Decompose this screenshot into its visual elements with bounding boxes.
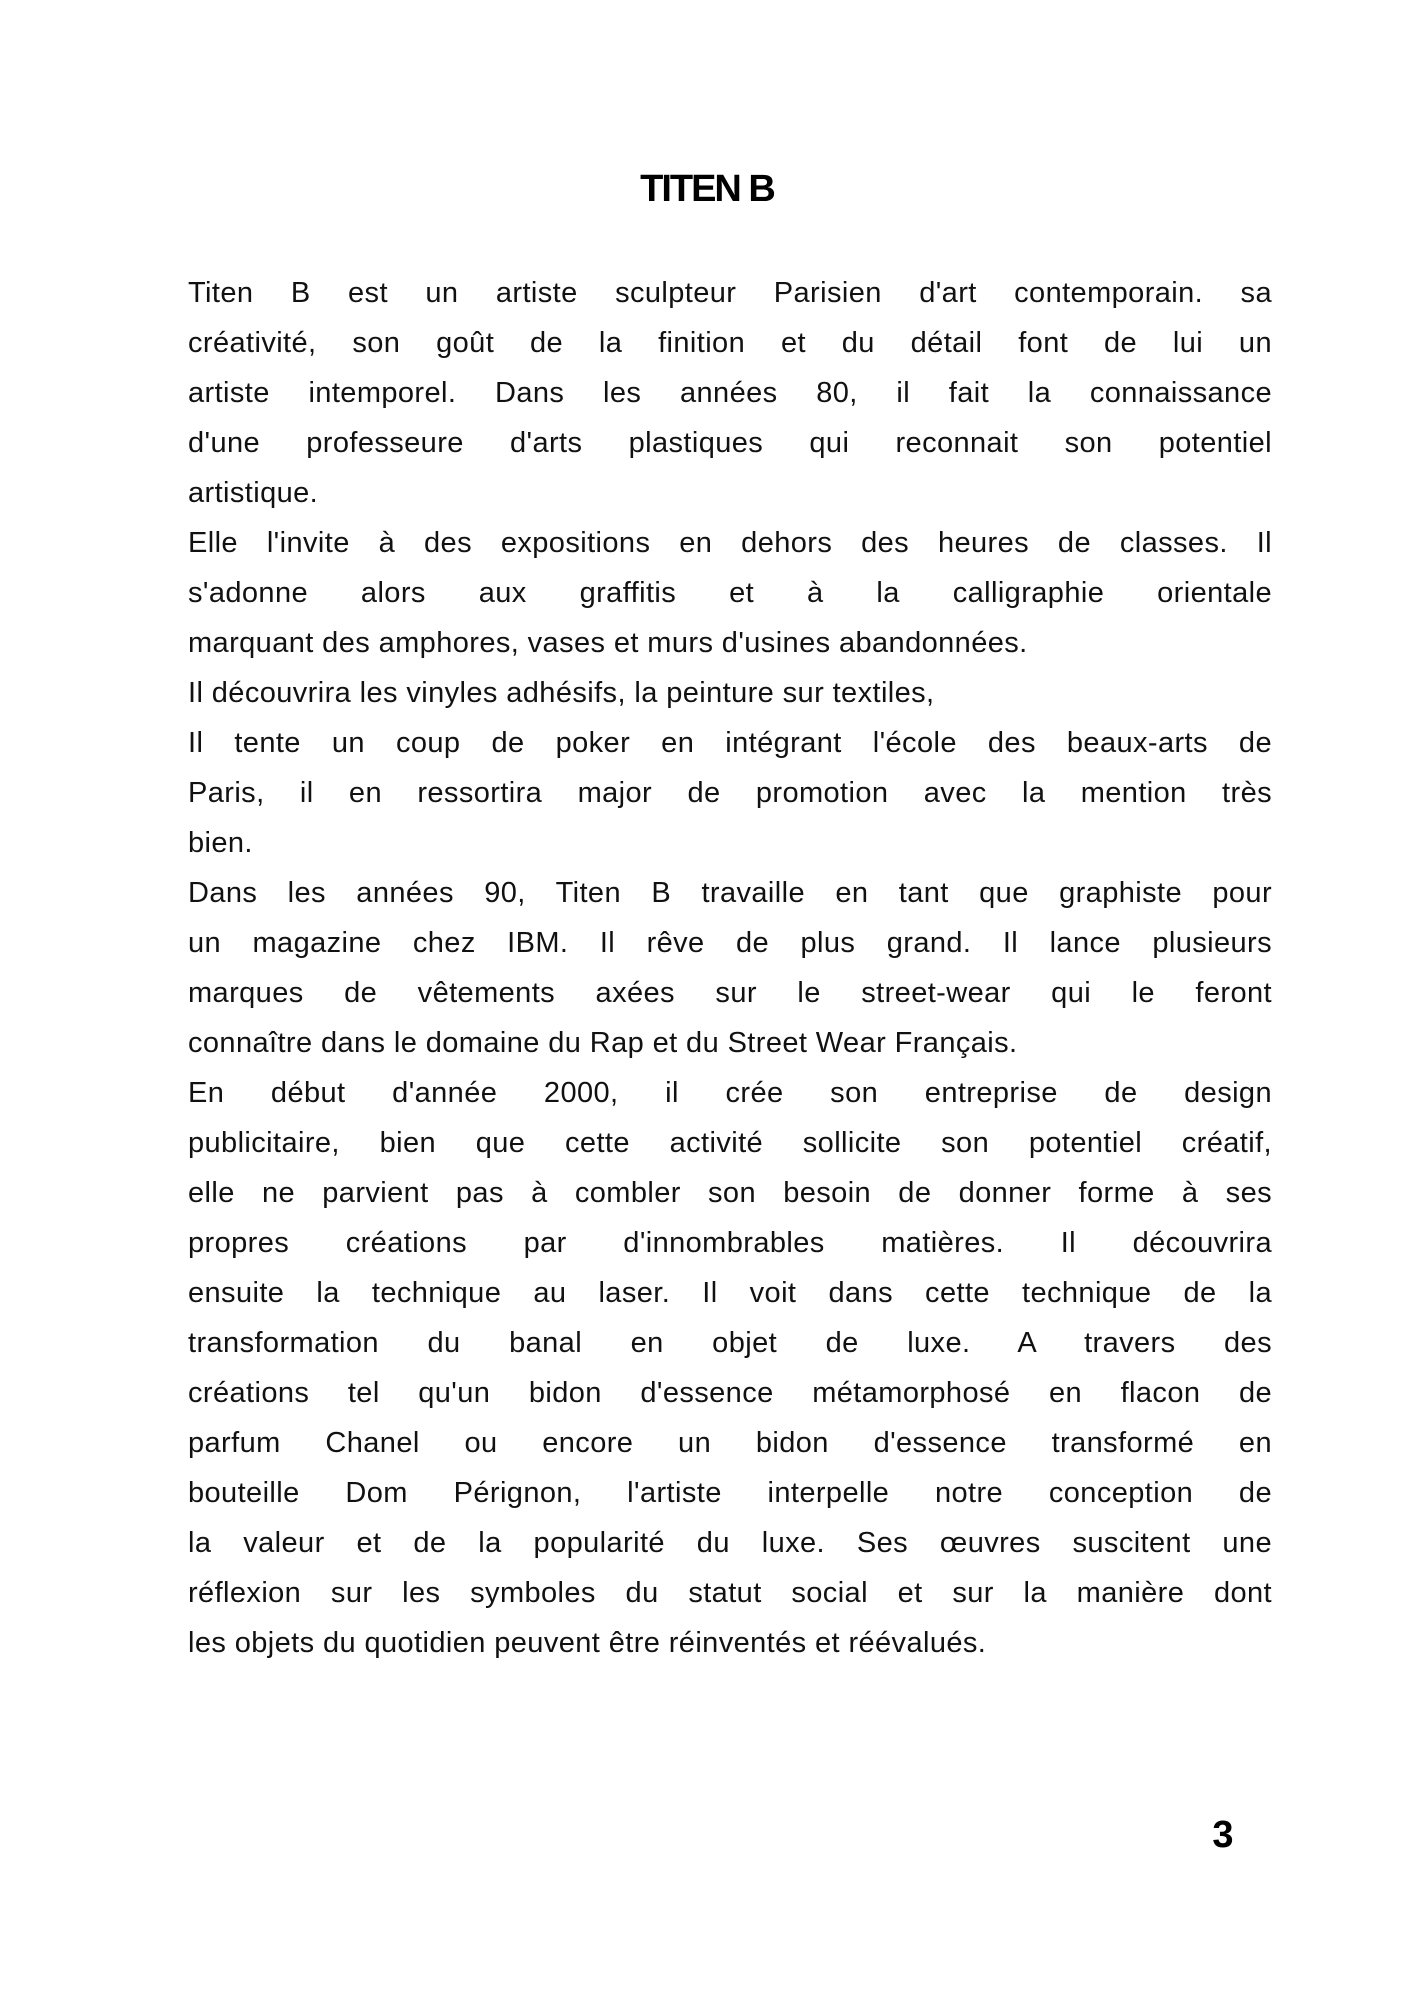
text-line: propres créations par d'innombrables matières. Il découvrira: [188, 1227, 1272, 1259]
text-line: transformation du banal en objet de luxe. A travers des: [188, 1327, 1272, 1359]
text-line: marquant des amphores, vases et murs d'usines abandonnées.: [188, 627, 1028, 659]
text-line: les objets du quotidien peuvent être réinventés et réévalués.: [188, 1627, 987, 1659]
page-number: 3: [1212, 1814, 1234, 1856]
text-line: marques de vêtements axées sur le street-wear qui le feront: [188, 977, 1272, 1009]
text-line: créations tel qu'un bidon d'essence métamorphosé en flacon de: [188, 1377, 1272, 1409]
text-line: ensuite la technique au laser. Il voit dans cette technique de la: [188, 1277, 1272, 1309]
text-line: publicitaire, bien que cette activité sollicite son potentiel créatif,: [188, 1127, 1272, 1159]
text-line: créativité, son goût de la finition et du détail font de lui un: [188, 327, 1272, 359]
text-line: Il découvrira les vinyles adhésifs, la peinture sur textiles,: [188, 677, 935, 709]
text-line: parfum Chanel ou encore un bidon d'essence transformé en: [188, 1427, 1272, 1459]
text-line: la valeur et de la popularité du luxe. Ses œuvres suscitent une: [188, 1527, 1272, 1559]
text-line: bien.: [188, 827, 253, 859]
text-line: un magazine chez IBM. Il rêve de plus grand. Il lance plusieurs: [188, 927, 1272, 959]
text-line: En début d'année 2000, il crée son entreprise de design: [188, 1077, 1272, 1109]
text-line: elle ne parvient pas à combler son besoin de donner forme à ses: [188, 1177, 1272, 1209]
text-line: d'une professeure d'arts plastiques qui reconnait son potentiel: [188, 427, 1272, 459]
text-line: Paris, il en ressortira major de promotion avec la mention très: [188, 777, 1272, 809]
text-line: réflexion sur les symboles du statut social et sur la manière dont: [188, 1577, 1272, 1609]
text-line: Titen B est un artiste sculpteur Parisien d'art contemporain. sa: [188, 277, 1272, 309]
text-line: Elle l'invite à des expositions en dehors des heures de classes. Il: [188, 527, 1272, 559]
text-line: Il tente un coup de poker en intégrant l'école des beaux-arts de: [188, 727, 1272, 759]
text-line: artiste intemporel. Dans les années 80, il fait la connaissance: [188, 377, 1272, 409]
text-line: s'adonne alors aux graffitis et à la calligraphie orientale: [188, 577, 1272, 609]
text-line: bouteille Dom Pérignon, l'artiste interpelle notre conception de: [188, 1477, 1272, 1509]
text-line: Dans les années 90, Titen B travaille en tant que graphiste pour: [188, 877, 1272, 909]
text-line: connaître dans le domaine du Rap et du Street Wear Français.: [188, 1027, 1018, 1059]
page-title: TITEN B: [640, 168, 774, 210]
text-line: artistique.: [188, 477, 319, 509]
body-text: [188, 268, 1272, 1668]
